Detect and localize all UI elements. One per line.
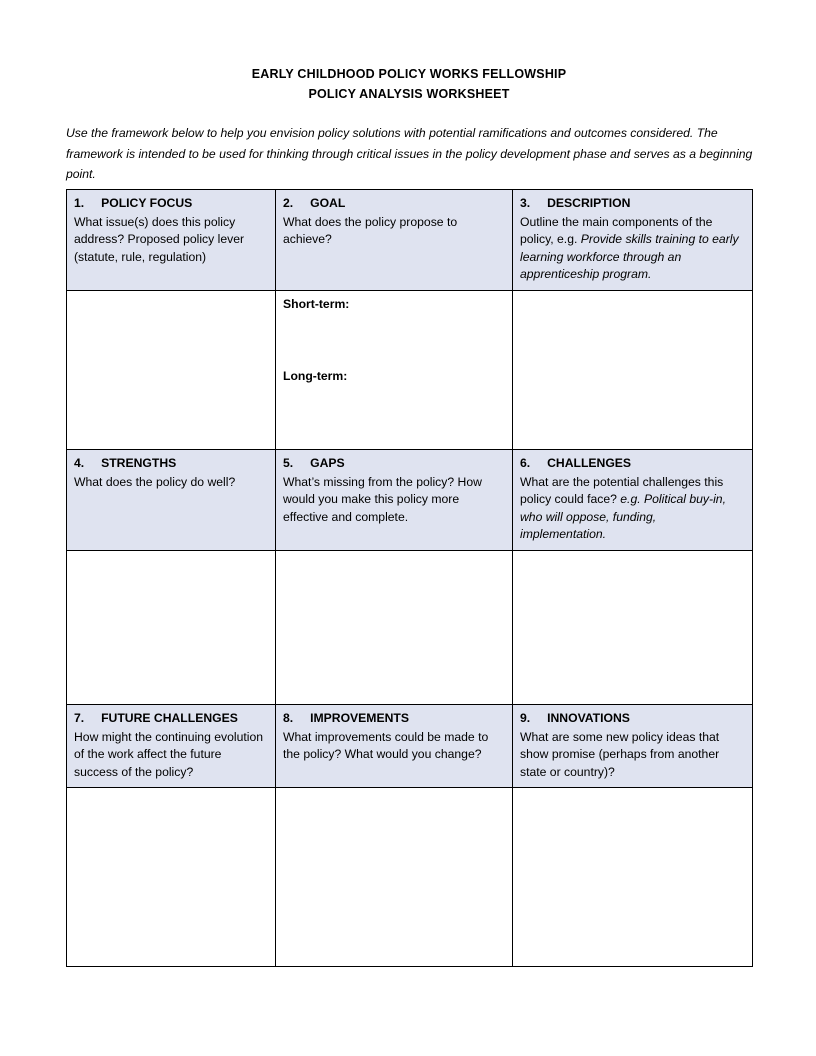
answer-cell-strengths[interactable] (67, 550, 276, 704)
prompt-title-7: FUTURE CHALLENGES (101, 710, 238, 725)
prompt-title-9: INNOVATIONS (547, 710, 630, 725)
table-row-answers-1-3 (67, 290, 753, 449)
answer-label-long-term: Long-term: (283, 368, 348, 383)
table-row-prompts-4-6 (67, 449, 753, 550)
answer-cell-improvements[interactable] (276, 788, 513, 967)
prompt-heading-gaps (283, 455, 505, 473)
page-title-line-2: POLICY ANALYSIS WORKSHEET (308, 87, 510, 101)
prompt-heading-improvements (283, 710, 505, 728)
page-title-line-1: EARLY CHILDHOOD POLICY WORKS FELLOWSHIP (251, 67, 567, 81)
prompt-cell-description (513, 190, 753, 291)
prompt-description-6 (520, 474, 745, 544)
prompt-heading-innovations (520, 710, 745, 728)
prompt-cell-strengths (67, 449, 276, 550)
prompt-number-8: 8. (283, 710, 294, 725)
prompt-description-5-plain: What’s missing from the policy? How would you make this policy more effective and complete. (283, 474, 482, 524)
prompt-number-3: 3. (520, 196, 531, 210)
answer-spacer-short-term (283, 314, 505, 368)
prompt-heading-description (520, 195, 745, 213)
prompt-description-2-plain: What does the policy propose to achieve? (283, 214, 458, 247)
prompt-description-7-plain: How might the continuing evolution of the work affect the future success of the policy? (74, 729, 264, 779)
table-row-answers-4-6 (67, 550, 753, 704)
answer-cell-challenges[interactable] (513, 550, 753, 704)
prompt-title-6: CHALLENGES (547, 455, 632, 470)
prompt-description-5 (283, 474, 505, 527)
prompt-cell-challenges (513, 449, 753, 550)
prompt-heading-goal (283, 195, 505, 213)
policy-analysis-table (66, 189, 753, 967)
prompt-number-7: 7. (74, 710, 85, 725)
prompt-heading-future-challenges (74, 710, 268, 728)
answer-cell-future-challenges[interactable] (67, 788, 276, 967)
table-row-prompts-1-3 (67, 190, 753, 291)
prompt-cell-gaps (276, 449, 513, 550)
prompt-description-8 (283, 729, 505, 764)
prompt-cell-innovations (513, 704, 753, 787)
prompt-title-4: STRENGTHS (101, 455, 177, 470)
prompt-description-3-italic: Provide skills training to early learning workforce through an apprenticeship program. (520, 232, 739, 282)
prompt-number-6: 6. (520, 455, 531, 470)
prompt-description-9 (520, 729, 745, 782)
answer-label-short-term: Short-term: (283, 296, 350, 311)
prompt-description-1-plain: What issue(s) does this policy address? Proposed policy lever (statute, rule, regulation) (74, 214, 245, 264)
prompt-cell-improvements (276, 704, 513, 787)
prompt-number-4: 4. (74, 455, 85, 470)
prompt-title-5: GAPS (310, 455, 345, 470)
answer-cell-goal[interactable] (276, 290, 513, 449)
prompt-description-8-plain: What improvements could be made to the policy? What would you change? (283, 729, 489, 762)
prompt-description-9-plain: What are some new policy ideas that show promise (perhaps from another state or country)? (520, 729, 720, 779)
prompt-description-4 (74, 474, 268, 492)
prompt-title-3: DESCRIPTION (547, 196, 631, 210)
prompt-description-3-plain: Outline the main components of the policy, e.g. (520, 214, 713, 247)
prompt-description-4-plain: What does the policy do well? (74, 474, 236, 489)
prompt-description-6-plain: What are the potential challenges this policy could face? (520, 474, 724, 507)
prompt-description-3 (520, 214, 745, 284)
prompt-description-6-italic: e.g. Political buy-in, who will oppose, funding, implementation. (520, 492, 726, 542)
prompt-number-9: 9. (520, 710, 531, 725)
document-title-block (66, 64, 752, 104)
prompt-number-2: 2. (283, 196, 294, 210)
answer-cell-description[interactable] (513, 290, 753, 449)
prompt-description-2 (283, 214, 505, 249)
answer-cell-innovations[interactable] (513, 788, 753, 967)
prompt-cell-future-challenges (67, 704, 276, 787)
prompt-cell-goal (276, 190, 513, 291)
answer-cell-gaps[interactable] (276, 550, 513, 704)
prompt-cell-policy-focus (67, 190, 276, 291)
table-row-prompts-7-9 (67, 704, 753, 787)
prompt-heading-strengths (74, 455, 268, 473)
prompt-title-2: GOAL (310, 196, 346, 210)
intro-paragraph: Use the framework below to help you envision policy solutions with potential ramifications and outcomes considered. The framework is intended to be used for thinking through critical issues in the policy development phase and serves as a beginning point. (66, 126, 753, 181)
prompt-title-8: IMPROVEMENTS (310, 710, 409, 725)
prompt-description-1 (74, 214, 268, 267)
table-row-answers-7-9 (67, 788, 753, 967)
prompt-title-1: POLICY FOCUS (101, 196, 193, 210)
prompt-description-7 (74, 729, 268, 782)
prompt-number-5: 5. (283, 455, 294, 470)
prompt-heading-challenges (520, 455, 745, 473)
prompt-heading-policy-focus (74, 195, 268, 213)
prompt-number-1: 1. (74, 196, 85, 210)
answer-cell-policy-focus[interactable] (67, 290, 276, 449)
